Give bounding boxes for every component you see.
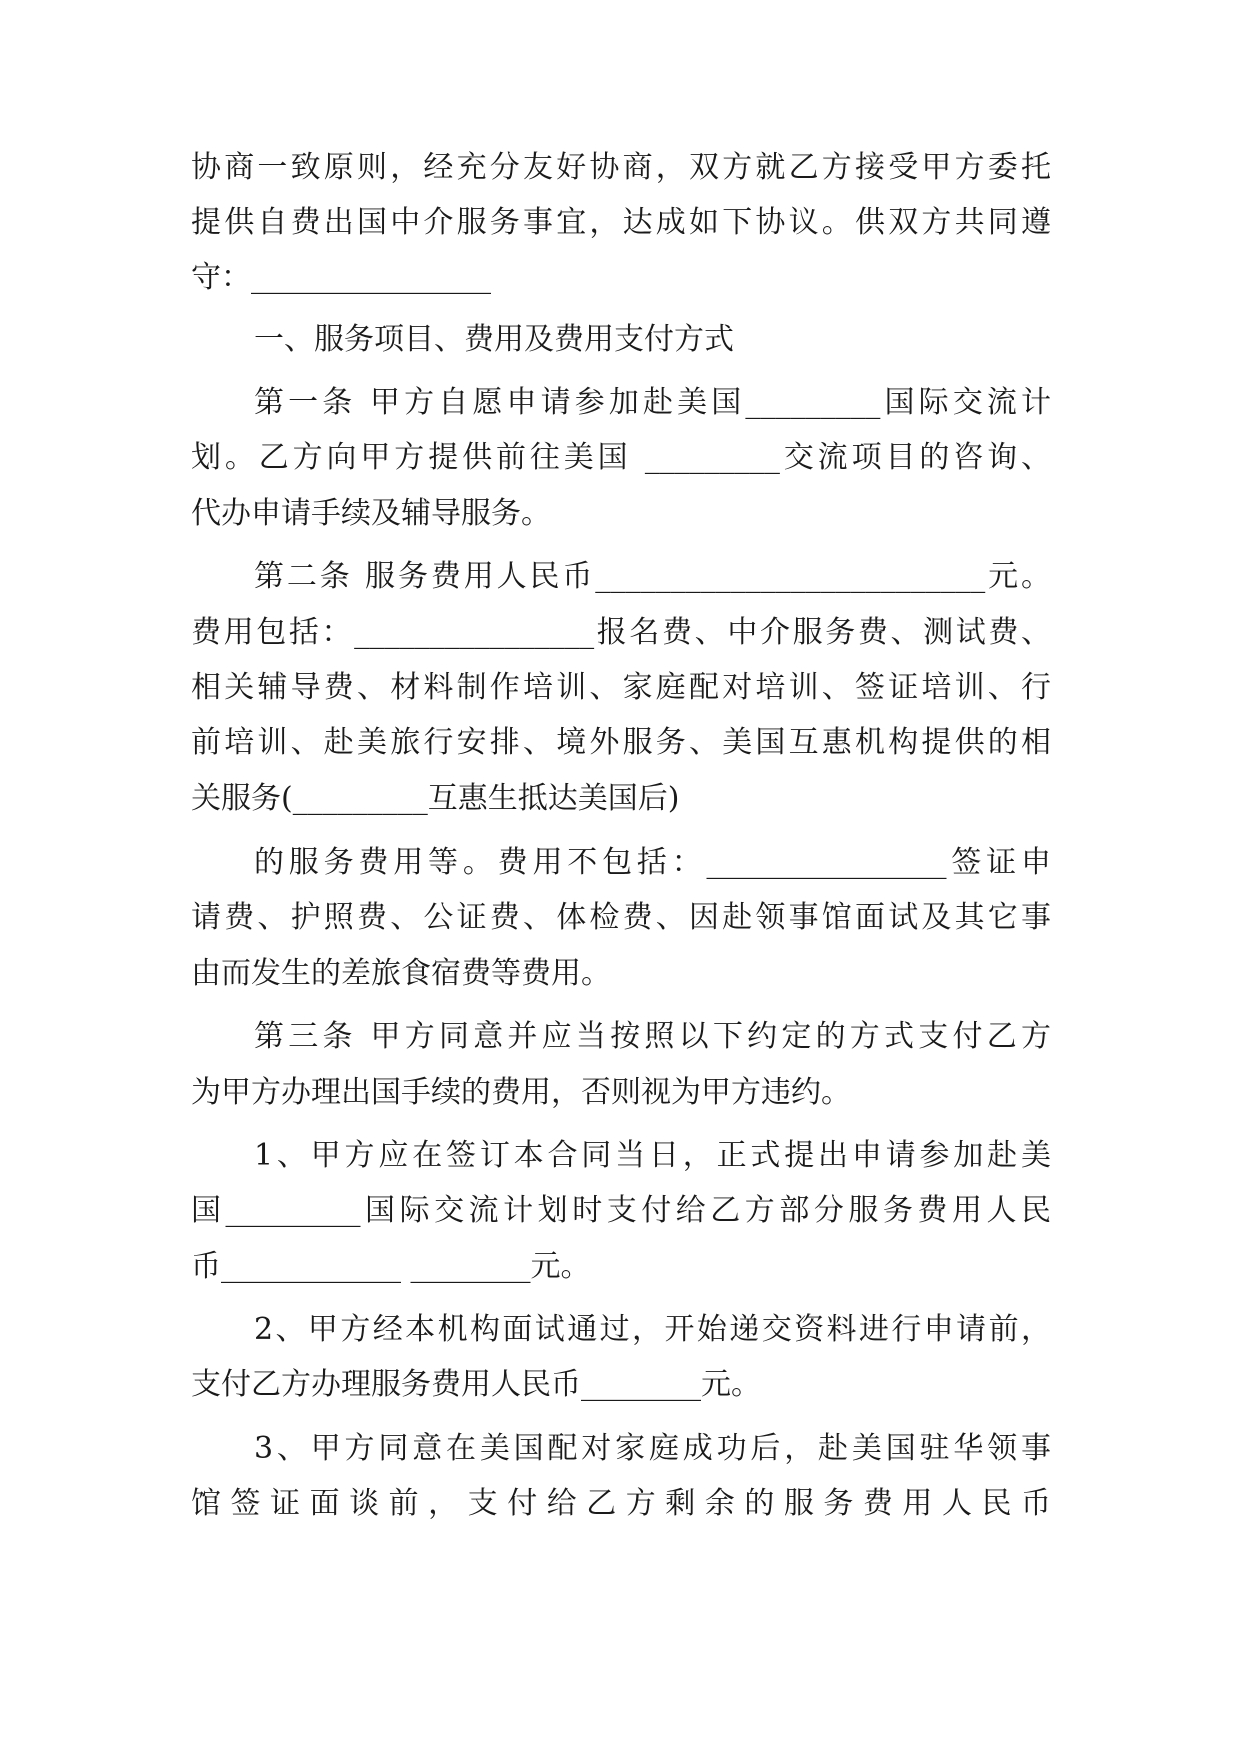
article-line: 第二条 服务费用人民币__________________________元。 — [254, 559, 1051, 594]
paragraph-line: 协商一致原则，经充分友好协商，双方就乙方接受甲方委托 — [191, 150, 1051, 185]
paragraph-line: 的服务费用等。费用不包括：________________签证申 — [254, 845, 1051, 880]
paragraph-line: 划。乙方向甲方提供前往美国 _________交流项目的咨询、 — [191, 440, 1051, 475]
paragraph-line: 前培训、赴美旅行安排、境外服务、美国互惠机构提供的相 — [191, 725, 1051, 760]
paragraph-line: 守：________________ — [191, 260, 491, 295]
article-line: 第一条 甲方自愿申请参加赴美国_________国际交流计 — [254, 385, 1051, 420]
article-line: 第三条 甲方同意并应当按照以下约定的方式支付乙方 — [254, 1019, 1051, 1054]
paragraph-line: 费用包括：________________报名费、中介服务费、测试费、 — [191, 615, 1051, 650]
paragraph-line: 请费、护照费、公证费、体检费、因赴领事馆面试及其它事 — [191, 900, 1051, 935]
paragraph-line: 相关辅导费、材料制作培训、家庭配对培训、签证培训、行 — [191, 670, 1051, 705]
paragraph-line: 国_________国际交流计划时支付给乙方部分服务费用人民 — [191, 1193, 1051, 1228]
list-item-line: 1、甲方应在签订本合同当日，正式提出申请参加赴美 — [254, 1138, 1051, 1173]
section-heading: 一、服务项目、费用及费用支付方式 — [254, 322, 734, 357]
paragraph-line: 提供自费出国中介服务事宜，达成如下协议。供双方共同遵 — [191, 205, 1051, 240]
paragraph-line: 关服务(_________互惠生抵达美国后) — [191, 781, 680, 816]
paragraph-line: 代办申请手续及辅导服务。 — [191, 496, 551, 531]
paragraph-line: 由而发生的差旅食宿费等费用。 — [191, 956, 611, 991]
list-item-line: 2、甲方经本机构面试通过，开始递交资料进行申请前， — [254, 1312, 1051, 1347]
paragraph-line: 馆签证面谈前，支付给乙方剩余的服务费用人民币 — [191, 1486, 1051, 1521]
list-item-line: 3、甲方同意在美国配对家庭成功后，赴美国驻华领事 — [254, 1431, 1051, 1466]
paragraph-line: 币____________ ________元。 — [191, 1249, 591, 1284]
paragraph-line: 支付乙方办理服务费用人民币________元。 — [191, 1367, 761, 1402]
paragraph-line: 为甲方办理出国手续的费用，否则视为甲方违约。 — [191, 1075, 851, 1110]
